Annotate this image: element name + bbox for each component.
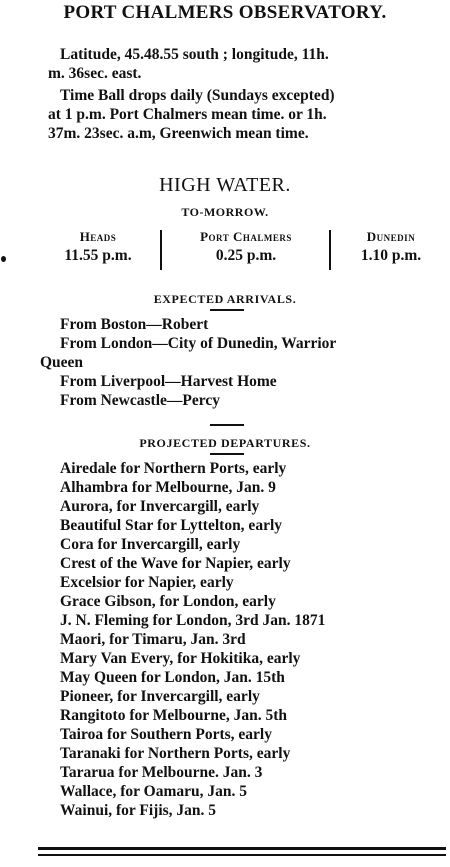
list-item: Airedale for Northern Ports, early <box>60 460 287 477</box>
list-item: Tairoa for Southern Ports, early <box>60 726 272 743</box>
list-item: Beautiful Star for Lyttelton, early <box>60 517 283 534</box>
high-water-subtitle: TO-MORROW. <box>181 205 269 219</box>
list-item: Cora for Invercargill, early <box>60 536 241 553</box>
bottom-rule-thin <box>38 854 446 856</box>
observatory-line-4: at 1 p.m. Port Chalmers mean time. or 1h. <box>48 106 327 123</box>
page-title: PORT CHALMERS OBSERVATORY. <box>63 2 387 23</box>
list-item: Tararua for Melbourne. Jan. 3 <box>60 764 263 781</box>
tide-divider <box>160 230 162 270</box>
observatory-line-1: Latitude, 45.48.55 south ; longitude, 11h. <box>60 46 329 63</box>
departures-rule <box>210 453 244 455</box>
departures-heading: PROJECTED DEPARTURES. <box>139 436 311 450</box>
tide-time: 1.10 p.m. <box>360 247 422 264</box>
tide-place: Heads <box>79 229 117 244</box>
list-item: Wallace, for Oamaru, Jan. 5 <box>60 783 247 800</box>
observatory-notice <box>48 45 446 143</box>
list-item: Aurora, for Invercargill, early <box>60 498 260 515</box>
tide-col-port-chalmers <box>166 228 326 274</box>
list-item: May Queen for London, Jan. 15th <box>60 669 285 686</box>
list-item: Excelsior for Napier, early <box>60 574 234 591</box>
list-item: From London—City of Dunedin, Warrior <box>60 335 337 352</box>
tide-time: 11.55 p.m. <box>64 247 132 264</box>
list-item: Queen <box>40 354 84 371</box>
list-item: Wainui, for Fijis, Jan. 5 <box>60 802 217 819</box>
list-item: Pioneer, for Invercargill, early <box>60 688 260 705</box>
observatory-line-3: Time Ball drops daily (Sundays excepted) <box>60 87 335 104</box>
arrivals-rule <box>210 309 244 311</box>
arrivals-heading: EXPECTED ARRIVALS. <box>153 292 297 306</box>
list-item: From Newcastle—Percy <box>60 392 220 409</box>
tide-place: Port Chalmers <box>200 229 292 244</box>
tide-table <box>38 228 448 274</box>
tide-divider <box>329 230 331 270</box>
tide-col-heads <box>38 228 158 274</box>
tide-time: 0.25 p.m. <box>215 247 277 264</box>
tide-place: Dunedin <box>366 229 416 244</box>
list-item: Grace Gibson, for London, early <box>60 593 276 610</box>
list-item: Maori, for Timaru, Jan. 3rd <box>60 631 246 648</box>
list-item: Mary Van Every, for Hokitika, early <box>60 650 301 667</box>
list-item: From Liverpool—Harvest Home <box>60 373 277 390</box>
observatory-line-5: 37m. 23sec. a.m, Greenwich mean time. <box>48 125 309 142</box>
departures-rule-top <box>210 424 244 426</box>
list-item: Crest of the Wave for Napier, early <box>60 555 291 572</box>
tide-col-dunedin <box>336 228 446 274</box>
list-item: Alhambra for Melbourne, Jan. 9 <box>60 479 276 496</box>
print-speck <box>1 256 6 262</box>
observatory-line-2: m. 36sec. east. <box>48 65 142 82</box>
high-water-title: HIGH WATER. <box>159 174 291 196</box>
list-item: Rangitoto for Melbourne, Jan. 5th <box>60 707 288 724</box>
list-item: Taranaki for Northern Ports, early <box>60 745 291 762</box>
list-item: From Boston—Robert <box>60 316 209 333</box>
bottom-rule-thick <box>38 847 446 850</box>
list-item: J. N. Fleming for London, 3rd Jan. 1871 <box>60 612 326 629</box>
